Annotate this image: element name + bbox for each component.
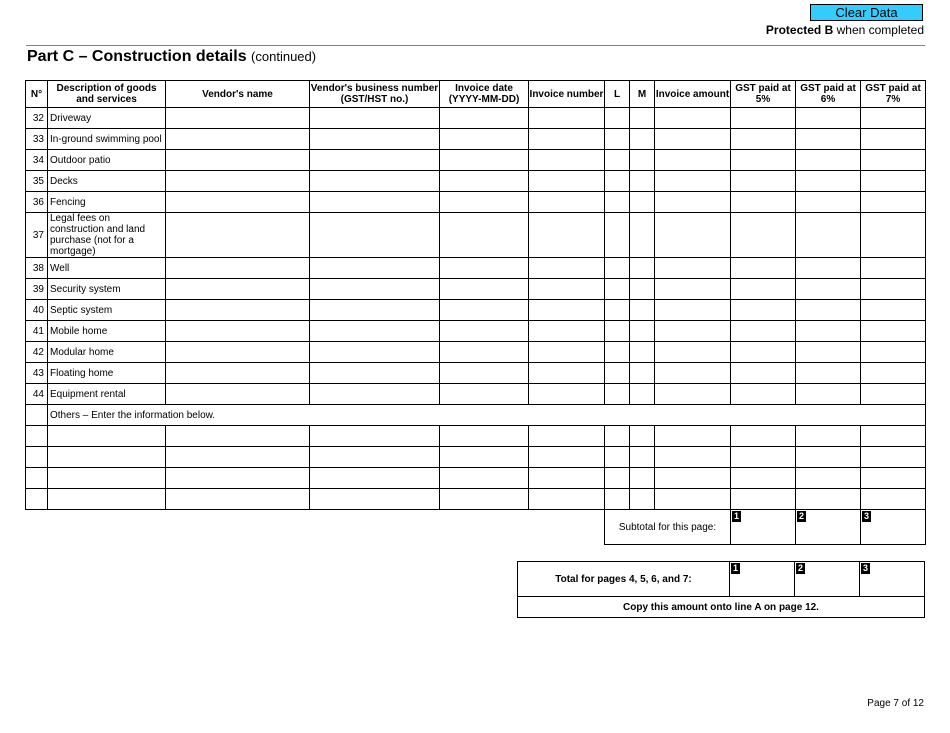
gst5-cell[interactable] (731, 300, 796, 321)
invoice-date-cell[interactable] (440, 447, 529, 468)
others-label: Others – Enter the information below. (48, 405, 926, 426)
subtotal-gst7-field[interactable] (861, 510, 926, 545)
table-row (26, 213, 926, 258)
invoice-number-cell[interactable] (529, 150, 605, 171)
total-gst7-field[interactable] (860, 562, 925, 597)
gst7-cell[interactable] (861, 300, 926, 321)
invoice-number-cell[interactable] (529, 213, 605, 258)
gst7-cell[interactable] (861, 489, 926, 510)
gst6-cell[interactable] (796, 384, 861, 405)
gst5-cell[interactable] (731, 258, 796, 279)
vendor-name-cell[interactable] (166, 468, 310, 489)
invoice-date-cell[interactable] (440, 426, 529, 447)
gst5-cell[interactable] (731, 171, 796, 192)
gst7-cell[interactable] (861, 192, 926, 213)
gst6-cell[interactable] (796, 447, 861, 468)
vendor-name-cell[interactable] (166, 342, 310, 363)
copy-amount-note: Copy this amount onto line A on page 12. (518, 597, 925, 618)
col-header-invoice-amount: Invoice amount (655, 81, 731, 108)
l-cell[interactable] (605, 279, 630, 300)
gst6-cell[interactable] (796, 213, 861, 258)
col-header-gst6: GST paid at 6% (796, 81, 861, 108)
col-header-vendor-business-number: Vendor's business number (GST/HST no.) (310, 81, 440, 108)
box-number: 3 (862, 563, 868, 573)
gst6-cell[interactable] (796, 489, 861, 510)
invoice-amount-cell[interactable] (655, 468, 731, 489)
subtotal-gst6-field[interactable] (796, 510, 861, 545)
table-row (26, 129, 926, 150)
gst7-cell[interactable] (861, 363, 926, 384)
gst6-cell[interactable] (796, 321, 861, 342)
l-cell[interactable] (605, 363, 630, 384)
subtotal-gst5-field[interactable] (731, 510, 796, 545)
l-cell[interactable] (605, 213, 630, 258)
table-row (26, 321, 926, 342)
protected-level: Protected B (765, 23, 834, 37)
others-row (26, 405, 926, 426)
invoice-number-cell[interactable] (529, 279, 605, 300)
invoice-date-cell[interactable] (440, 171, 529, 192)
table-row (26, 171, 926, 192)
gst6-cell[interactable] (796, 300, 861, 321)
section-title-text: Part C – Construction details (27, 48, 247, 65)
vendor-business-number-cell[interactable] (310, 321, 440, 342)
m-cell[interactable] (630, 171, 655, 192)
vendor-business-number-cell[interactable] (310, 363, 440, 384)
invoice-date-cell[interactable] (440, 489, 529, 510)
m-cell[interactable] (630, 426, 655, 447)
other-entry-row (26, 468, 926, 489)
col-header-gst7: GST paid at 7% (861, 81, 926, 108)
gst5-cell[interactable] (731, 447, 796, 468)
invoice-number-cell[interactable] (529, 342, 605, 363)
vendor-name-cell[interactable] (166, 279, 310, 300)
gst7-cell[interactable] (861, 258, 926, 279)
subtotal-label: Subtotal for this page: (605, 510, 731, 545)
gst5-cell[interactable] (731, 192, 796, 213)
col-header-invoice-number: Invoice number (529, 81, 605, 108)
table-row (26, 384, 926, 405)
gst6-cell[interactable] (796, 108, 861, 129)
gst6-cell[interactable] (796, 129, 861, 150)
gst6-cell[interactable] (796, 171, 861, 192)
col-header-invoice-date: Invoice date (YYYY-MM-DD) (440, 81, 529, 108)
vendor-name-cell[interactable] (166, 192, 310, 213)
invoice-amount-cell[interactable] (655, 342, 731, 363)
blank-spacer (26, 510, 605, 545)
protected-notice (766, 23, 924, 37)
invoice-amount-cell[interactable] (655, 321, 731, 342)
clear-data-button[interactable]: Clear Data (810, 4, 923, 21)
m-cell[interactable] (630, 468, 655, 489)
gst7-cell[interactable] (861, 447, 926, 468)
l-cell[interactable] (605, 468, 630, 489)
row-description: In-ground swimming pool (48, 129, 166, 150)
description-cell[interactable] (48, 447, 166, 468)
vendor-business-number-cell[interactable] (310, 258, 440, 279)
gst6-cell[interactable] (796, 279, 861, 300)
invoice-number-cell[interactable] (529, 171, 605, 192)
vendor-name-cell[interactable] (166, 129, 310, 150)
invoice-number-cell[interactable] (529, 321, 605, 342)
vendor-business-number-cell[interactable] (310, 426, 440, 447)
gst5-cell[interactable] (731, 321, 796, 342)
row-description: Fencing (48, 192, 166, 213)
invoice-date-cell[interactable] (440, 108, 529, 129)
construction-details-table (25, 80, 926, 545)
table-row (26, 150, 926, 171)
invoice-number-cell[interactable] (529, 300, 605, 321)
row-description: Equipment rental (48, 384, 166, 405)
vendor-business-number-cell[interactable] (310, 447, 440, 468)
vendor-business-number-cell[interactable] (310, 108, 440, 129)
invoice-number-cell[interactable] (529, 108, 605, 129)
box-number: 2 (798, 511, 804, 521)
vendor-name-cell[interactable] (166, 258, 310, 279)
gst6-cell[interactable] (796, 363, 861, 384)
vendor-name-cell[interactable] (166, 300, 310, 321)
table-row (26, 279, 926, 300)
row-number: 44 (26, 384, 48, 405)
vendor-name-cell[interactable] (166, 384, 310, 405)
table-row (26, 108, 926, 129)
invoice-amount-cell[interactable] (655, 447, 731, 468)
gst5-cell[interactable] (731, 150, 796, 171)
m-cell[interactable] (630, 129, 655, 150)
totals-table (517, 561, 925, 618)
gst5-cell[interactable] (731, 279, 796, 300)
m-cell[interactable] (630, 300, 655, 321)
gst6-cell[interactable] (796, 150, 861, 171)
section-title (27, 48, 316, 66)
page-number: Page 7 of 12 (867, 698, 924, 709)
l-cell[interactable] (605, 108, 630, 129)
invoice-date-cell[interactable] (440, 363, 529, 384)
vendor-business-number-cell[interactable] (310, 342, 440, 363)
row-number (26, 426, 48, 447)
m-cell[interactable] (630, 447, 655, 468)
invoice-date-cell[interactable] (440, 279, 529, 300)
m-cell[interactable] (630, 258, 655, 279)
invoice-number-cell[interactable] (529, 489, 605, 510)
col-header-vendor-name: Vendor's name (166, 81, 310, 108)
totals-label: Total for pages 4, 5, 6, and 7: (518, 562, 730, 597)
row-description: Modular home (48, 342, 166, 363)
row-number: 37 (26, 213, 48, 258)
row-number: 41 (26, 321, 48, 342)
gst6-cell[interactable] (796, 258, 861, 279)
row-number: 32 (26, 108, 48, 129)
row-description: Septic system (48, 300, 166, 321)
invoice-date-cell[interactable] (440, 213, 529, 258)
l-cell[interactable] (605, 171, 630, 192)
invoice-amount-cell[interactable] (655, 213, 731, 258)
l-cell[interactable] (605, 342, 630, 363)
m-cell[interactable] (630, 489, 655, 510)
l-cell[interactable] (605, 258, 630, 279)
col-header-description: Description of goods and services (48, 81, 166, 108)
row-number: 36 (26, 192, 48, 213)
row-description: Outdoor patio (48, 150, 166, 171)
header-divider (26, 45, 925, 46)
invoice-amount-cell[interactable] (655, 108, 731, 129)
l-cell[interactable] (605, 447, 630, 468)
vendor-name-cell[interactable] (166, 321, 310, 342)
vendor-business-number-cell[interactable] (310, 384, 440, 405)
invoice-date-cell[interactable] (440, 384, 529, 405)
invoice-date-cell[interactable] (440, 258, 529, 279)
row-number (26, 447, 48, 468)
gst6-cell[interactable] (796, 426, 861, 447)
vendor-business-number-cell[interactable] (310, 150, 440, 171)
gst5-cell[interactable] (731, 363, 796, 384)
vendor-business-number-cell[interactable] (310, 213, 440, 258)
row-number: 43 (26, 363, 48, 384)
invoice-number-cell[interactable] (529, 192, 605, 213)
invoice-number-cell[interactable] (529, 363, 605, 384)
invoice-amount-cell[interactable] (655, 150, 731, 171)
gst7-cell[interactable] (861, 321, 926, 342)
row-description: Legal fees on construction and land purchase (not for a mortgage) (48, 213, 166, 258)
gst5-cell[interactable] (731, 129, 796, 150)
vendor-name-cell[interactable] (166, 108, 310, 129)
invoice-date-cell[interactable] (440, 150, 529, 171)
protected-qualifier: when completed (833, 23, 924, 37)
vendor-business-number-cell[interactable] (310, 468, 440, 489)
box-number: 1 (732, 563, 738, 573)
gst7-cell[interactable] (861, 213, 926, 258)
invoice-date-cell[interactable] (440, 129, 529, 150)
gst7-cell[interactable] (861, 468, 926, 489)
invoice-date-cell[interactable] (440, 468, 529, 489)
col-header-gst5: GST paid at 5% (731, 81, 796, 108)
subtotal-row (26, 510, 926, 545)
m-cell[interactable] (630, 213, 655, 258)
row-number: 34 (26, 150, 48, 171)
table-row (26, 342, 926, 363)
vendor-name-cell[interactable] (166, 426, 310, 447)
total-gst5-field[interactable] (730, 562, 795, 597)
col-header-l: L (605, 81, 630, 108)
box-number: 2 (797, 563, 803, 573)
row-number (26, 405, 48, 426)
other-entry-row (26, 447, 926, 468)
m-cell[interactable] (630, 321, 655, 342)
gst6-cell[interactable] (796, 192, 861, 213)
total-gst6-field[interactable] (795, 562, 860, 597)
gst5-cell[interactable] (731, 108, 796, 129)
vendor-name-cell[interactable] (166, 447, 310, 468)
gst7-cell[interactable] (861, 108, 926, 129)
invoice-amount-cell[interactable] (655, 171, 731, 192)
row-number: 33 (26, 129, 48, 150)
other-entry-row (26, 489, 926, 510)
m-cell[interactable] (630, 150, 655, 171)
invoice-number-cell[interactable] (529, 468, 605, 489)
row-description: Well (48, 258, 166, 279)
gst7-cell[interactable] (861, 342, 926, 363)
description-cell[interactable] (48, 426, 166, 447)
gst5-cell[interactable] (731, 384, 796, 405)
invoice-number-cell[interactable] (529, 258, 605, 279)
m-cell[interactable] (630, 108, 655, 129)
gst6-cell[interactable] (796, 468, 861, 489)
l-cell[interactable] (605, 489, 630, 510)
invoice-amount-cell[interactable] (655, 489, 731, 510)
m-cell[interactable] (630, 363, 655, 384)
description-cell[interactable] (48, 468, 166, 489)
vendor-name-cell[interactable] (166, 150, 310, 171)
invoice-date-cell[interactable] (440, 342, 529, 363)
gst5-cell[interactable] (731, 342, 796, 363)
l-cell[interactable] (605, 384, 630, 405)
m-cell[interactable] (630, 384, 655, 405)
table-row (26, 192, 926, 213)
invoice-amount-cell[interactable] (655, 279, 731, 300)
vendor-name-cell[interactable] (166, 363, 310, 384)
vendor-business-number-cell[interactable] (310, 129, 440, 150)
row-description: Mobile home (48, 321, 166, 342)
other-entry-row (26, 426, 926, 447)
gst7-cell[interactable] (861, 426, 926, 447)
l-cell[interactable] (605, 321, 630, 342)
vendor-name-cell[interactable] (166, 489, 310, 510)
row-description: Floating home (48, 363, 166, 384)
row-number: 39 (26, 279, 48, 300)
row-number: 40 (26, 300, 48, 321)
m-cell[interactable] (630, 342, 655, 363)
gst7-cell[interactable] (861, 150, 926, 171)
table-row (26, 363, 926, 384)
gst5-cell[interactable] (731, 489, 796, 510)
invoice-amount-cell[interactable] (655, 426, 731, 447)
m-cell[interactable] (630, 279, 655, 300)
box-number: 3 (863, 511, 869, 521)
invoice-number-cell[interactable] (529, 129, 605, 150)
vendor-business-number-cell[interactable] (310, 171, 440, 192)
vendor-business-number-cell[interactable] (310, 300, 440, 321)
gst7-cell[interactable] (861, 171, 926, 192)
invoice-date-cell[interactable] (440, 321, 529, 342)
col-header-m: M (630, 81, 655, 108)
m-cell[interactable] (630, 192, 655, 213)
gst5-cell[interactable] (731, 468, 796, 489)
invoice-number-cell[interactable] (529, 384, 605, 405)
vendor-business-number-cell[interactable] (310, 192, 440, 213)
invoice-date-cell[interactable] (440, 192, 529, 213)
gst6-cell[interactable] (796, 342, 861, 363)
row-description: Driveway (48, 108, 166, 129)
l-cell[interactable] (605, 129, 630, 150)
invoice-amount-cell[interactable] (655, 129, 731, 150)
l-cell[interactable] (605, 426, 630, 447)
invoice-amount-cell[interactable] (655, 258, 731, 279)
invoice-number-cell[interactable] (529, 447, 605, 468)
row-number: 42 (26, 342, 48, 363)
vendor-business-number-cell[interactable] (310, 279, 440, 300)
table-row (26, 258, 926, 279)
l-cell[interactable] (605, 192, 630, 213)
row-number (26, 468, 48, 489)
vendor-name-cell[interactable] (166, 213, 310, 258)
invoice-amount-cell[interactable] (655, 384, 731, 405)
gst5-cell[interactable] (731, 426, 796, 447)
l-cell[interactable] (605, 300, 630, 321)
vendor-name-cell[interactable] (166, 171, 310, 192)
invoice-number-cell[interactable] (529, 426, 605, 447)
gst7-cell[interactable] (861, 384, 926, 405)
row-number: 38 (26, 258, 48, 279)
row-number (26, 489, 48, 510)
row-description: Security system (48, 279, 166, 300)
vendor-business-number-cell[interactable] (310, 489, 440, 510)
col-header-number: N° (26, 81, 48, 108)
box-number: 1 (733, 511, 739, 521)
gst5-cell[interactable] (731, 213, 796, 258)
invoice-date-cell[interactable] (440, 300, 529, 321)
row-description: Decks (48, 171, 166, 192)
invoice-amount-cell[interactable] (655, 192, 731, 213)
gst7-cell[interactable] (861, 129, 926, 150)
l-cell[interactable] (605, 150, 630, 171)
section-continued-label: (continued) (251, 49, 317, 64)
gst7-cell[interactable] (861, 279, 926, 300)
invoice-amount-cell[interactable] (655, 363, 731, 384)
row-number: 35 (26, 171, 48, 192)
description-cell[interactable] (48, 489, 166, 510)
invoice-amount-cell[interactable] (655, 300, 731, 321)
table-row (26, 300, 926, 321)
